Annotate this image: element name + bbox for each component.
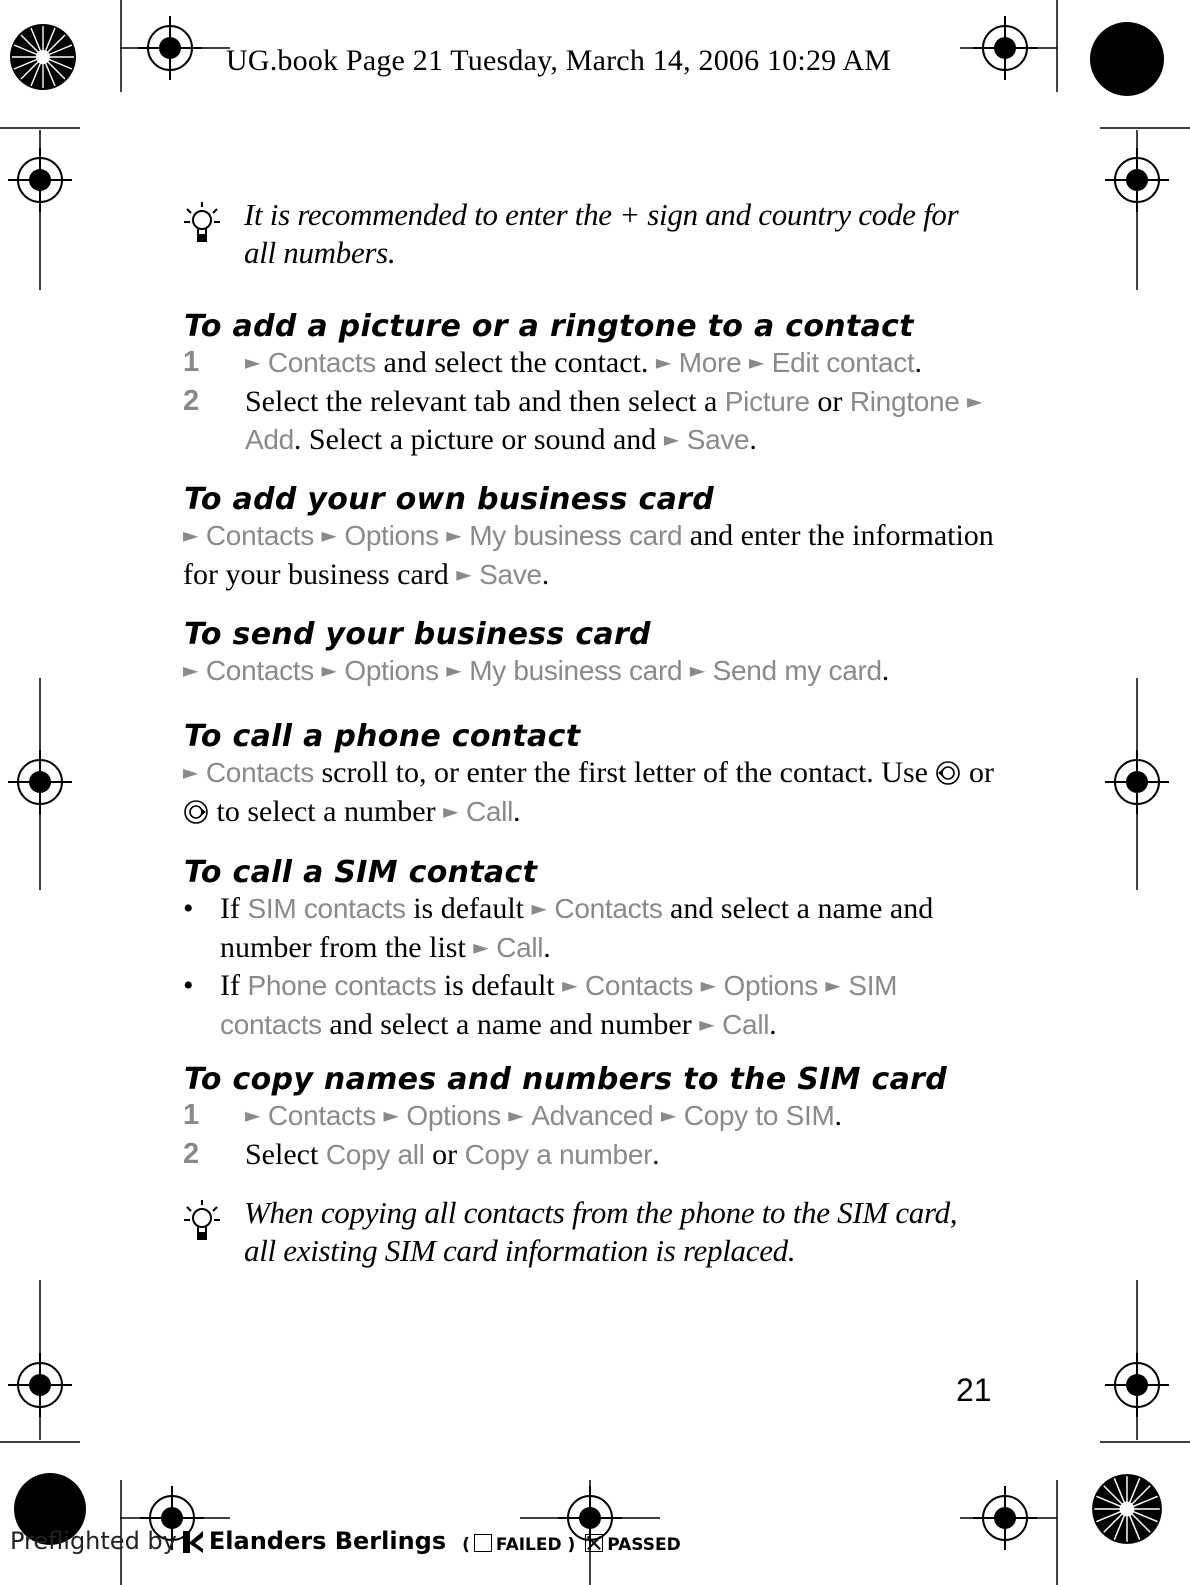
menu-item-call: Call bbox=[496, 931, 544, 963]
section-heading: To call a SIM contact bbox=[184, 855, 538, 890]
page-number: 21 bbox=[956, 1372, 992, 1408]
menu-item-advanced: Advanced bbox=[531, 1100, 654, 1131]
lightbulb-icon bbox=[182, 200, 222, 244]
elanders-logo-icon bbox=[181, 1529, 205, 1555]
select-arrow-icon: ► bbox=[825, 973, 841, 997]
select-arrow-icon: ► bbox=[508, 1103, 524, 1127]
menu-item-edit-contact: Edit contact bbox=[771, 347, 915, 378]
bullet-icon: • bbox=[183, 892, 194, 925]
menu-item-sim-contacts: SIM contacts bbox=[220, 970, 898, 1040]
brand-name: Elanders Berlings bbox=[208, 1527, 447, 1555]
section-body: ► Contacts ► Options ► My business card and enter the information for your business card ► Save. bbox=[183, 519, 994, 591]
menu-item-send-my-card: Send my card bbox=[712, 655, 882, 686]
select-arrow-icon: ► bbox=[183, 760, 199, 784]
menu-item-sim-contacts: SIM contacts bbox=[247, 893, 406, 924]
select-arrow-icon: ► bbox=[748, 350, 765, 374]
tip-text: When copying all contacts from the phone to the SIM card, all existing SIM card information is replaced. bbox=[244, 1195, 958, 1268]
section-body bbox=[183, 1098, 1003, 1172]
menu-item-copy-to-sim: Copy to SIM bbox=[683, 1100, 835, 1131]
select-arrow-icon: ► bbox=[660, 1103, 677, 1127]
step-item: 1 ► Contacts ► Options ► Advanced ► Copy to SIM. bbox=[183, 1099, 842, 1132]
select-arrow-icon: ► bbox=[443, 798, 459, 823]
menu-item-save: Save bbox=[479, 558, 542, 590]
menu-item-copy-all: Copy all bbox=[325, 1138, 425, 1170]
select-arrow-icon: ► bbox=[699, 1011, 715, 1036]
menu-item-contacts: Contacts bbox=[205, 520, 314, 551]
select-arrow-icon: ► bbox=[562, 973, 578, 997]
navigation-key-right-icon bbox=[183, 799, 209, 825]
bullet-icon: • bbox=[183, 969, 194, 1002]
select-arrow-icon: ► bbox=[446, 523, 462, 547]
print-header: UG.book Page 21 Tuesday, March 14, 2006 10:29 AM bbox=[226, 44, 892, 77]
select-arrow-icon: ► bbox=[967, 388, 983, 413]
menu-item-options: Options bbox=[344, 520, 439, 551]
menu-item-contacts: Contacts bbox=[267, 1100, 376, 1131]
tip-text: It is recommended to enter the + sign and country code for all numbers. bbox=[244, 197, 959, 270]
menu-item-picture: Picture bbox=[724, 385, 810, 417]
menu-item-save: Save bbox=[686, 424, 750, 455]
select-arrow-icon: ► bbox=[383, 1103, 399, 1127]
section-heading: To send your business card bbox=[184, 617, 651, 652]
select-arrow-icon: ► bbox=[321, 523, 337, 547]
menu-item-call: Call bbox=[722, 1008, 770, 1040]
menu-item-contacts: Contacts bbox=[267, 347, 376, 378]
preflight-status: ( FAILED ) PASSED bbox=[462, 1535, 681, 1555]
menu-item-contacts: Contacts bbox=[205, 757, 314, 788]
menu-item-my-business-card: My business card bbox=[469, 655, 683, 686]
menu-item-contacts: Contacts bbox=[205, 655, 314, 686]
select-arrow-icon: ► bbox=[183, 523, 199, 547]
menu-item-call: Call bbox=[465, 795, 514, 827]
menu-item-ringtone: Ringtone bbox=[849, 385, 960, 417]
section-heading: To call a phone contact bbox=[184, 719, 581, 754]
select-arrow-icon: ► bbox=[321, 658, 337, 682]
section-heading: To add your own business card bbox=[184, 482, 715, 517]
section-body bbox=[183, 891, 1003, 1045]
select-arrow-icon: ► bbox=[183, 658, 199, 682]
select-arrow-icon: ► bbox=[655, 350, 672, 374]
section-heading: To add a picture or a ringtone to a contact bbox=[184, 309, 914, 344]
section-body bbox=[183, 345, 1003, 461]
select-arrow-icon: ► bbox=[456, 561, 472, 586]
menu-item-copy-a-number: Copy a number bbox=[464, 1138, 653, 1170]
step-number: 2 bbox=[183, 384, 200, 417]
menu-item-add: Add bbox=[245, 424, 294, 455]
select-arrow-icon: ► bbox=[245, 1103, 261, 1127]
failed-checkbox bbox=[474, 1534, 492, 1552]
step-number: 1 bbox=[183, 346, 200, 378]
menu-item-phone-contacts: Phone contacts bbox=[247, 970, 437, 1001]
select-arrow-icon: ► bbox=[663, 427, 680, 451]
step-number: 1 bbox=[183, 1099, 200, 1131]
select-arrow-icon: ► bbox=[245, 350, 261, 374]
step-item: 2 Select Copy all or Copy a number. bbox=[183, 1137, 660, 1171]
select-arrow-icon: ► bbox=[700, 973, 717, 997]
menu-item-more: More bbox=[678, 347, 742, 378]
select-arrow-icon: ► bbox=[473, 934, 489, 959]
step-item: 1 ► Contacts and select the contact. ► More ► Edit contact. bbox=[183, 346, 922, 379]
step-number: 2 bbox=[183, 1137, 200, 1170]
passed-checkbox bbox=[585, 1534, 603, 1552]
list-item: • If Phone contacts is default ► Contacts ► Options ► SIM contacts and select a name and number ► Call. bbox=[183, 969, 898, 1041]
lightbulb-icon bbox=[182, 1198, 222, 1242]
menu-item-my-business-card: My business card bbox=[469, 520, 683, 551]
tip-note bbox=[182, 196, 982, 272]
menu-item-contacts: Contacts bbox=[554, 893, 663, 924]
select-arrow-icon: ► bbox=[531, 896, 547, 920]
preflight-footer bbox=[10, 1527, 681, 1555]
select-arrow-icon: ► bbox=[446, 658, 462, 682]
section-body: ► Contacts ► Options ► My business card ► Send my card. bbox=[183, 654, 890, 687]
preflight-label: Preflighted by bbox=[10, 1527, 177, 1555]
list-item: • If SIM contacts is default ► Contacts and select a name and number from the list ► Call. bbox=[183, 892, 934, 964]
navigation-key-left-icon bbox=[935, 760, 961, 786]
menu-item-options: Options bbox=[723, 970, 818, 1001]
select-arrow-icon: ► bbox=[689, 658, 706, 682]
step-item: 2 Select the relevant tab and then select a Picture or Ringtone ► Add. Select a picture or sound and ► Save. bbox=[183, 384, 983, 456]
section-body: ► Contacts scroll to, or enter the first letter of the contact. Use or to select a number ► Call. bbox=[183, 756, 994, 828]
section-heading: To copy names and numbers to the SIM card bbox=[184, 1062, 947, 1097]
menu-item-contacts: Contacts bbox=[585, 970, 694, 1001]
menu-item-options: Options bbox=[344, 655, 439, 686]
menu-item-options: Options bbox=[406, 1100, 501, 1131]
tip-note bbox=[182, 1194, 982, 1270]
